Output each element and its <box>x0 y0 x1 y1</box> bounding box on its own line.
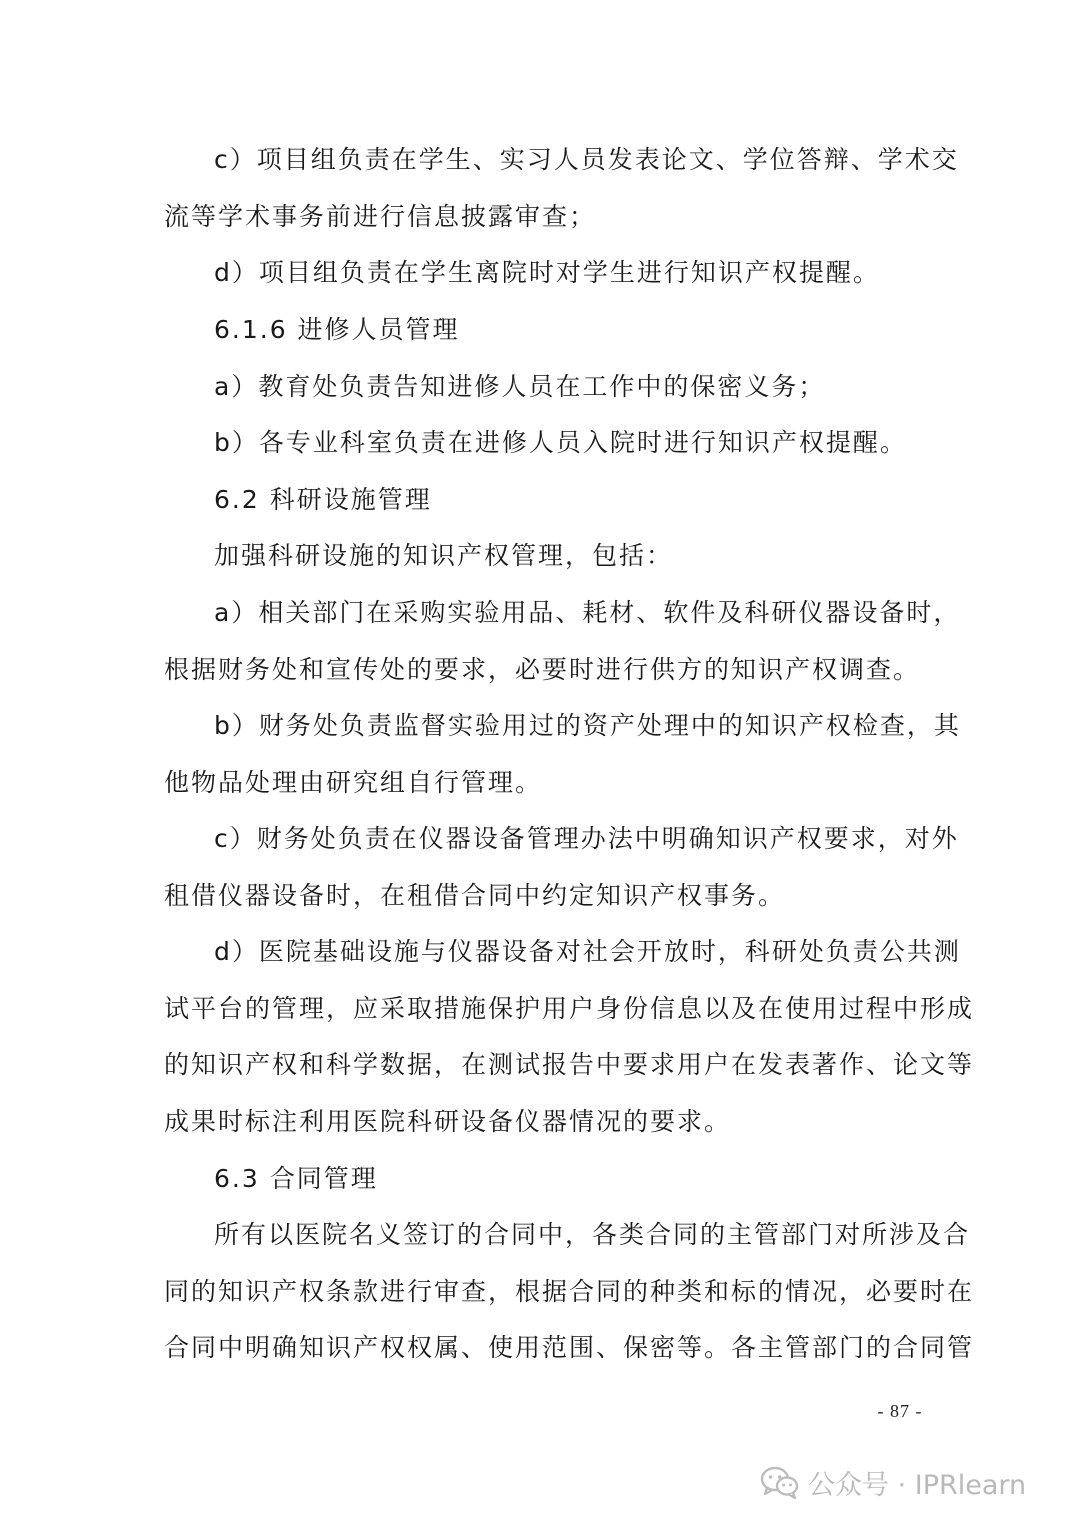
text-line-18: 成果时标注利用医院科研设备仪器情况的要求。 <box>164 1107 732 1136</box>
text-line-3: d）项目组负责在学生离院时对学生进行知识产权提醒。 <box>214 258 880 287</box>
text-line-2: 流等学术事务前进行信息披露审查； <box>164 202 597 231</box>
text-line-5: a）教育处负责告知进修人员在工作中的保密义务； <box>214 372 826 401</box>
text-line-12: 他物品处理由研究组自行管理。 <box>164 768 543 797</box>
text-line-9: a）相关部门在采购实验用品、耗材、软件及科研仪器设备时， <box>214 598 961 627</box>
text-line-14: 租借仪器设备时，在租借合同中约定知识产权事务。 <box>164 881 786 910</box>
text-line-13: c）财务处负责在仪器设备管理办法中明确知识产权要求，对外 <box>214 824 959 853</box>
text-line-15: d）医院基础设施与仪器设备对社会开放时，科研处负责公共测 <box>214 937 961 966</box>
text-line-16: 试平台的管理，应采取措施保护用户身份信息以及在使用过程中形成 <box>164 994 975 1023</box>
section-heading-6-1-6: 6.1.6 进修人员管理 <box>214 315 460 344</box>
text-line-21: 同的知识产权条款进行审查，根据合同的种类和标的情况，必要时在 <box>164 1277 975 1306</box>
watermark-text: 公众号 · IPRlearn <box>808 1469 1027 1501</box>
text-line-22: 合同中明确知识产权权属、使用范围、保密等。各主管部门的合同管 <box>164 1333 975 1362</box>
wechat-icon <box>760 1465 800 1499</box>
watermark <box>760 1460 1026 1504</box>
text-line-8: 加强科研设施的知识产权管理，包括： <box>214 541 674 570</box>
text-line-6: b）各专业科室负责在进修人员入院时进行知识产权提醒。 <box>214 428 907 457</box>
text-line-17: 的知识产权和科学数据，在测试报告中要求用户在发表著作、论文等 <box>164 1050 975 1079</box>
section-heading-6-3: 6.3 合同管理 <box>214 1164 378 1193</box>
section-heading-6-2: 6.2 科研设施管理 <box>214 485 432 514</box>
text-line-1: c）项目组负责在学生、实习人员发表论文、学位答辩、学术交 <box>214 145 959 174</box>
text-line-10: 根据财务处和宣传处的要求，必要时进行供方的知识产权调查。 <box>164 655 921 684</box>
page-number: - 87 - <box>877 1401 923 1421</box>
text-line-11: b）财务处负责监督实验用过的资产处理中的知识产权检查，其 <box>214 711 961 740</box>
text-line-20: 所有以医院名义签订的合同中，各类合同的主管部门对所涉及合 <box>214 1220 971 1249</box>
